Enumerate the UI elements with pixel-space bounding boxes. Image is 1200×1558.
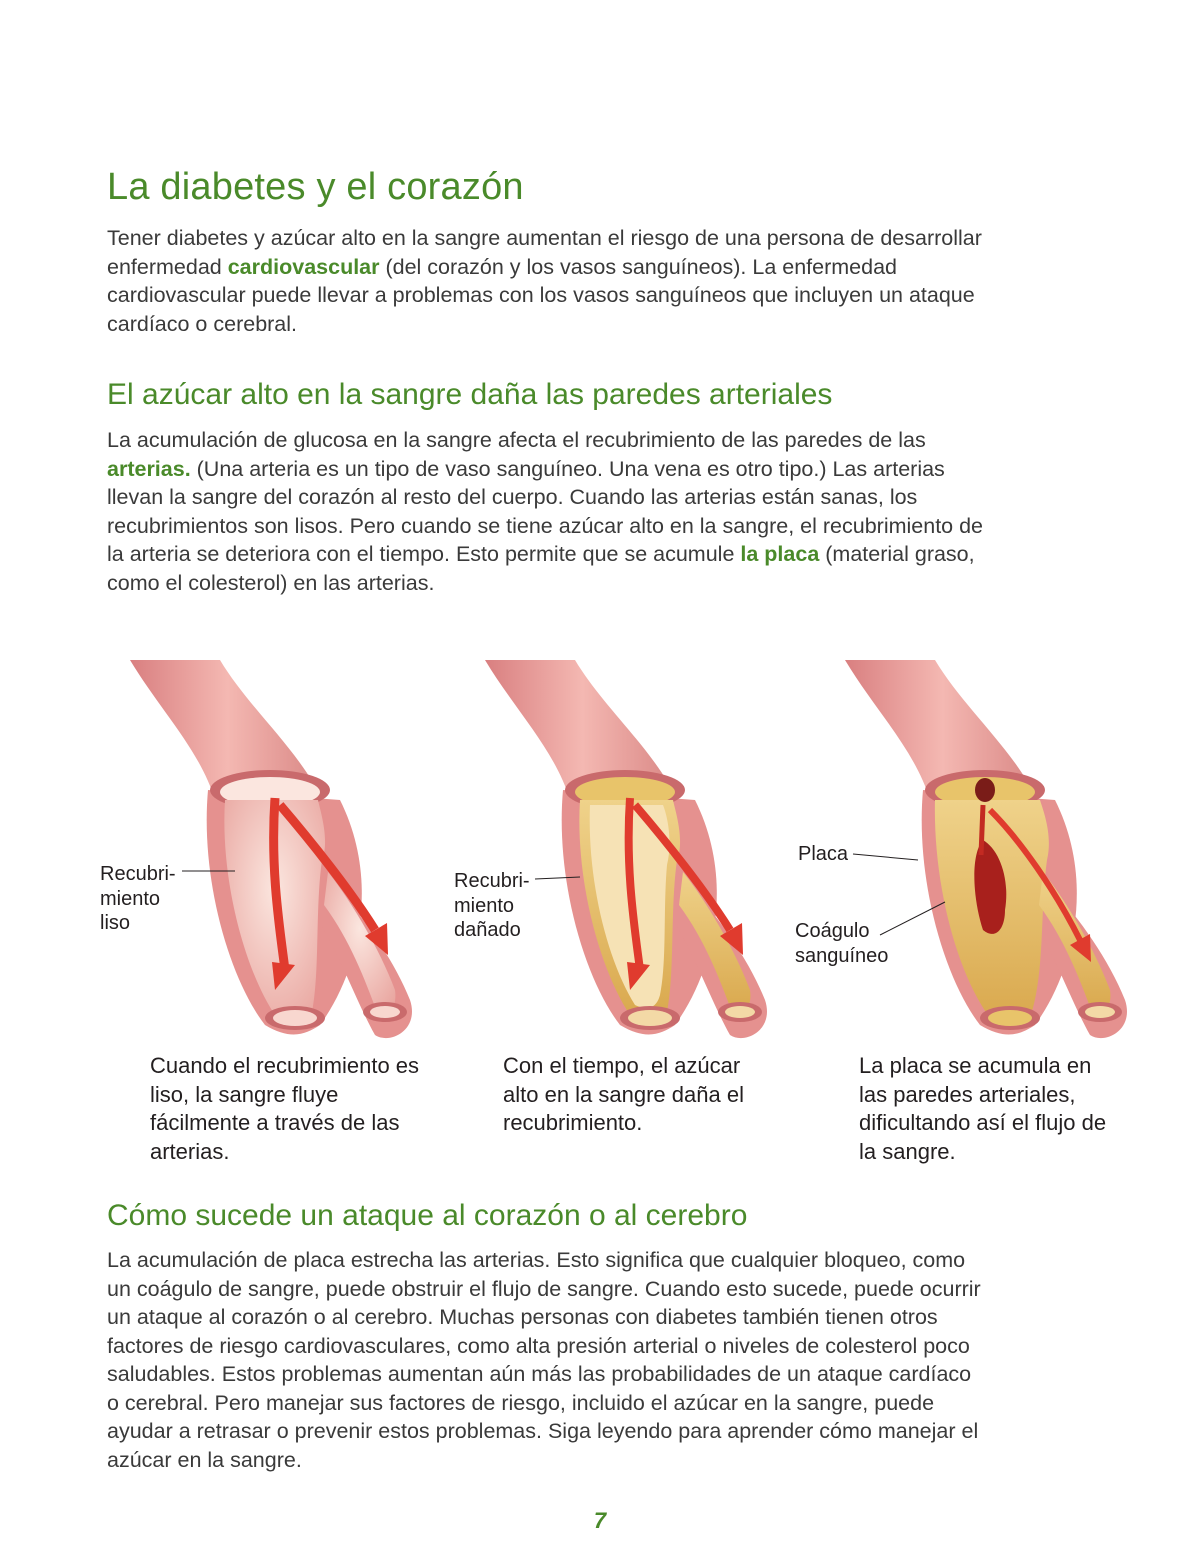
label-smooth-line-2: miento [100,887,161,910]
artery-plaque-clot [845,660,1127,1038]
term-placa: la placa [740,542,820,566]
label-smooth-lining [100,862,176,936]
term-cardiovascular: cardiovascular [227,254,380,279]
section-heading-arterial-walls: El azúcar alto en la sangre daña las paredes arteriales [107,378,833,411]
label-damaged-line-2: miento [454,894,515,917]
label-blood-clot [795,919,888,968]
label-clot-line-1: Coágulo [795,920,870,942]
label-damaged-line-3: dañado [454,919,521,941]
label-smooth-line-1: Recubri- [100,863,176,885]
caption-smooth: Cuando el recubrimiento es liso, la sangre fluye fácilmente a través de las arterias. [150,1053,420,1164]
section-heading-heart-attack: Cómo sucede un ataque al corazón o al cerebro [107,1199,748,1232]
intro-text-2: (del corazón y los vasos sanguíneos). La enfermedad cardiovascular puede llevar a problemas con los vasos sanguíneos que incluyen un ataque cardíaco o cerebral. [107,254,975,336]
page-title: La diabetes y el corazón [107,166,524,208]
page-number: 7 [593,1508,607,1533]
label-clot-line-2: sanguíneo [795,944,889,967]
label-damaged-lining [454,869,530,943]
leader-plaque [853,854,918,860]
artery-smooth [130,660,412,1038]
intro-paragraph [107,224,997,338]
arterial-text-1: La acumulación de glucosa en la sangre afecta el recubrimiento de las paredes de las [107,428,926,452]
artery-damaged [485,660,767,1038]
intro-text-1: Tener diabetes y azúcar alto en la sangre aumentan el riesgo de una persona de desarrollar enfermedad [107,226,982,279]
heart-attack-paragraph: La acumulación de placa estrecha las arterias. Esto significa que cualquier bloqueo, como un coágulo de sangre, puede obstruir el flujo de sangre. Cuando esto sucede, puede ocurrir un ataque al corazón o al cerebro. Muchas personas con diabetes también tienen otros factores de riesgo cardiovasculares, como alta presión arterial o niveles de colesterol poco saludables. Estos problemas aumentan aún más las probabilidades de un ataque cardíaco o cerebral. Pero manejar sus factores de riesgo, incluido el azúcar en la sangre, puede ayudar a retrasar o prevenir estos problemas. Siga leyendo para aprender cómo manejar el azúcar en la sangre. [107,1248,981,1472]
term-arterias: arterias. [107,456,191,481]
caption-plaque: La placa se acumula en las paredes arteriales, dificultando así el flujo de la sangre. [859,1053,1107,1164]
arterial-text-2: (Una arteria es un tipo de vaso sanguíneo. Una vena es otro tipo.) Las arterias llevan la sangre del corazón al resto del cuerpo. Cuando las arterias están sanas, los recubrimientos son lisos. Pero cuando se tiene azúcar alto en la sangre, el recubrimiento de la arteria se deteriora con el tiempo. Esto permite que se acumule [107,456,984,566]
label-plaque: Placa [798,843,849,865]
label-damaged-line-1: Recubri- [454,870,530,892]
caption-damaged: Con el tiempo, el azúcar alto en la sangre daña el recubrimiento. [503,1053,744,1135]
arterial-walls-paragraph [107,426,997,597]
arterial-text-3: (material graso, como el colesterol) en las arterias. [107,542,975,595]
artery-illustration [90,640,1130,1060]
label-smooth-line-3: liso [100,912,131,934]
